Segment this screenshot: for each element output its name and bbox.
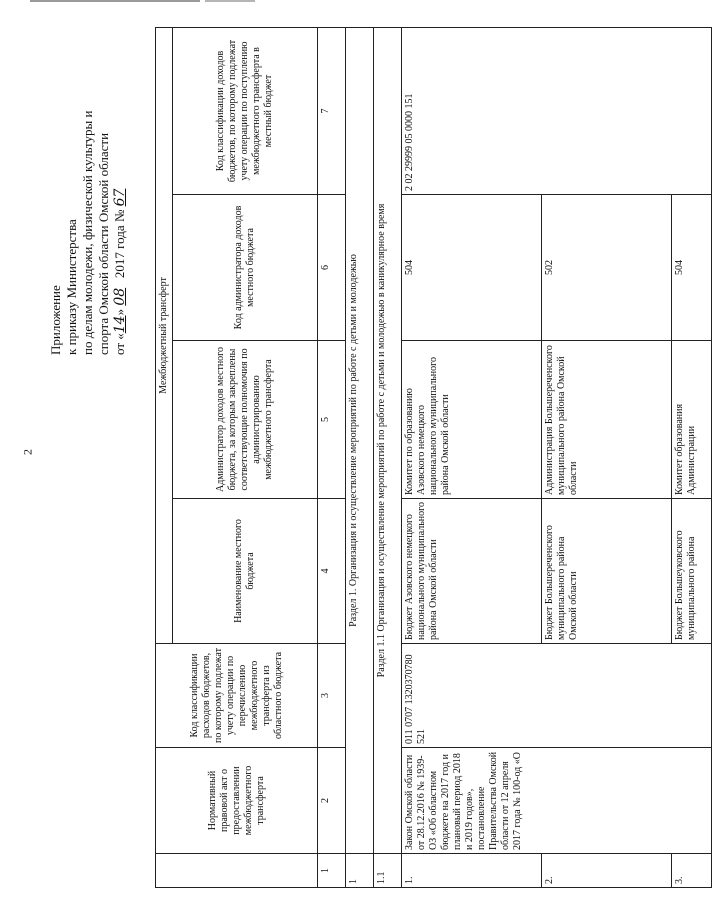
section-number: 1 — [346, 854, 374, 888]
section-title: Раздел 1. Организация и осуществление мероприятий по работе с детьми и молодежью — [346, 28, 374, 854]
row-admin-code: 502 — [542, 195, 672, 341]
row-number: 2. — [542, 854, 672, 888]
heading-line-3: по делам молодежи, физической культуры и — [80, 110, 95, 355]
heading-line-1: Приложение — [48, 285, 63, 355]
heading-line-5 — [112, 35, 128, 355]
header-num — [156, 854, 318, 888]
col-number: 7 — [318, 28, 346, 195]
heading-line-2: к приказу Министерства — [64, 219, 79, 355]
col-number: 5 — [318, 341, 346, 499]
row-admin: Комитет образования Администрации — [672, 341, 712, 499]
scan-artifact-line — [205, 0, 255, 2]
handwritten-month: 08 — [112, 287, 128, 306]
header-budget: Наименование местного бюджета — [173, 499, 318, 644]
page-number: 2 — [20, 449, 35, 455]
header-admin: Администратор доходов местного бюджета, за которым закреплены соответствующие полномочия по администрированию межбюджетного трансферта — [173, 341, 318, 499]
expense-code-text: 011 0707 1320370780 521 — [404, 654, 427, 744]
row-number: 1. — [402, 854, 542, 888]
row-budget: Бюджет Большеуковского муниципального района — [672, 499, 712, 644]
col-number: 2 — [318, 748, 346, 854]
group-header: Межбюджетный трансферт — [156, 28, 173, 644]
row-admin: Администрация Большереченского муниципального района Омской области — [542, 341, 672, 499]
row-income-code: 2 02 29999 05 0000 151 — [402, 28, 712, 195]
row-admin-code: 504 — [402, 195, 542, 341]
header-income-code: Код классификации доходов бюджетов, по которому подлежат учету операции по поступлению межбюджетного трансферта в местный бюджет — [173, 28, 318, 195]
row-budget: Бюджет Азовского немецкого национального муниципального района Омской области — [402, 499, 542, 644]
date-prefix: от « — [112, 333, 127, 355]
row-number: 3. — [672, 854, 712, 888]
rotated-table-wrapper — [155, 28, 697, 888]
header-admin-code: Код администратора доходов местного бюджета — [173, 195, 318, 341]
col-number: 6 — [318, 195, 346, 341]
date-separator: » — [112, 308, 127, 316]
handwritten-order-number: 67 — [112, 188, 128, 207]
row-budget: Бюджет Большереченского муниципального района Омской области — [542, 499, 672, 644]
col-number: 1 — [318, 854, 346, 888]
handwritten-day: 14 — [112, 315, 128, 334]
heading-line-4: спорта Омской области Омской области — [96, 132, 111, 355]
subsection-number: 1.1 — [374, 854, 402, 888]
table-row — [402, 28, 542, 888]
row-act: Закон Омской области от 28.12.2016 № 1939-ОЗ «Об областном бюджете на 2017 год и плановый период 2018 и 2019 годов», постановление Правительства Омской области от 12 апреля 2017 года № 100-од «О — [402, 748, 712, 854]
subsection-title: Раздел 1.1 Организация и осуществление мероприятий по работе с детьми и молодежью в каникулярное время — [374, 28, 402, 854]
header-act: Нормативный правовой акт о предоставлении межбюджетного трансферта — [156, 748, 318, 854]
row-admin-code: 504 — [672, 195, 712, 341]
col-number: 4 — [318, 499, 346, 644]
row-admin: Комитет по образованию Азовского немецкого национального муниципального района Омской области — [402, 341, 542, 499]
col-number: 3 — [318, 644, 346, 748]
row-expense-code — [402, 644, 712, 748]
scan-artifact-line — [30, 0, 200, 2]
appendix-heading — [48, 35, 128, 355]
year-and-number-label: 2017 года № — [112, 209, 127, 279]
transfer-table — [155, 27, 712, 888]
header-expense-code: Код классификации расходов бюджетов, по которому подлежат учету операции по перечислению межбюджетного трансферта из областного бюджета — [156, 644, 318, 748]
